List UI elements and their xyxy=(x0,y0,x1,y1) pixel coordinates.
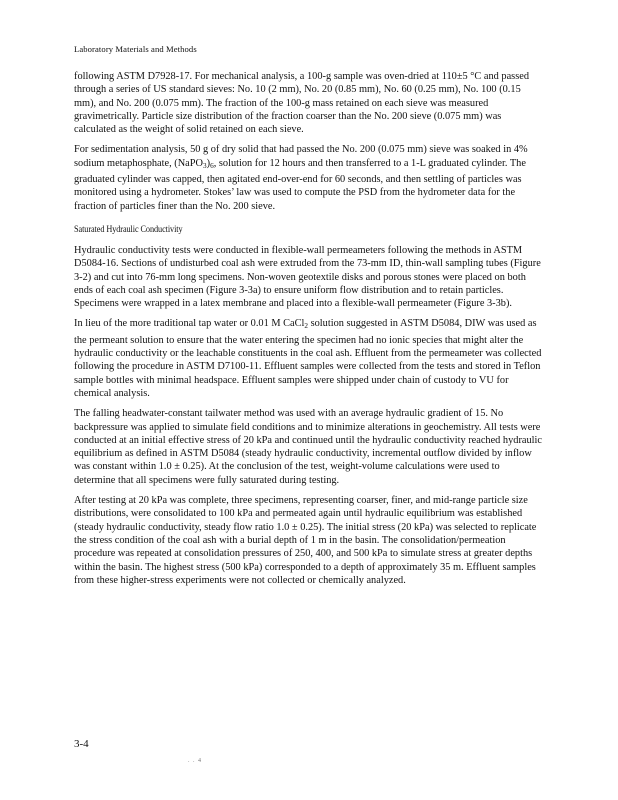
footer-mark: . . 4 xyxy=(188,758,202,764)
sedimentation-text-a: For sedimentation analysis, 50 g of dry solid that had passed the No. 200 (0.075 mm) sieve was soaked in 4% sodium metaphosphate, (NaPO xyxy=(74,144,528,169)
paragraph-hydraulic-4: After testing at 20 kPa was complete, three specimens, representing coarser, finer, and mid-range particle size distributions, were consolidated to 100 kPa and permeated again until hydraulic equilibrium was established (steady hydraulic conductivity, steady flow ratio 1.0 ± 0.25). The initial stress (20 kPa) was selected to replicate the stress condition of the coal ash with a burial depth of 1 m in the basin. The consolidation/permeation procedure was repeated at consolidation pressures of 250, 400, and 500 kPa to simulate stress at greater depths within the basin. The highest stress (500 kPa) corresponded to a depth of approximately 35 m. Effluent samples from these higher-stress experiments were not collected or chemically analyzed. xyxy=(74,495,537,586)
section-heading-hydraulic-conductivity: Saturated Hydraulic Conductivity xyxy=(74,224,183,235)
subscript-2: 2 xyxy=(304,322,309,331)
sedimentation-text-b: ) xyxy=(206,157,211,169)
paragraph-hydraulic-2 xyxy=(74,317,542,400)
hydraulic-2-text-a: In lieu of the more traditional tap water or 0.01 M CaCl xyxy=(74,318,305,330)
subscript-3: 3 xyxy=(203,161,207,170)
paragraph-particle-size-1: following ASTM D7928-17. For mechanical analysis, a 100-g sample was oven-dried at 110±5 °C and passed through a series of US standard sieves: No. 10 (2 mm), No. 20 (0.85 mm), No. 60 (0.25 mm), No. 100 (0.15 mm), and No. 200 (0.075 mm). The fraction of the 100-g mass retained on each sieve was measured gravimetrically. Particle size distribution of the fraction coarser than the No. 200 sieve (0.075 mm) was calculated as the weight of solid retained on each sieve. xyxy=(74,71,529,136)
subscript-6: 6 xyxy=(210,161,214,170)
hydraulic-2-text-b: solution suggested in ASTM D5084, DIW was used as the permeant solution to ensure that the water entering the specimen had no ionic species that might alter the hydraulic conductivity or the leachable constituents in the coal ash. Effluent from the permeameter was collected following the procedure in ASTM D7100-11. Effluent samples were collected from the tests and stored in Teflon sample bottles with minimal headspace. Effluent samples were shipped under chain of custody to VU for chemical analysis. xyxy=(74,318,542,399)
sedimentation-text-c: , solution for 12 hours and then transferred to a 1-L graduated cylinder. The graduated cylinder was capped, then agitated end-over-end for 60 seconds, and then settling of particles was monitored using a hydrometer. Stokes’ law was used to compute the PSD from the hydrometer data for the fraction of particles finer than the No. 200 sieve. xyxy=(74,157,526,212)
running-header: Laboratory Materials and Methods xyxy=(74,44,197,54)
page-number: 3-4 xyxy=(74,738,89,750)
paragraph-sedimentation xyxy=(74,143,542,212)
body-text xyxy=(74,70,542,594)
paragraph-hydraulic-1: Hydraulic conductivity tests were conducted in flexible-wall permeameters following the methods in ASTM D5084-16. Sections of undisturbed coal ash were extruded from the 73-mm ID, thin-wall sampling tubes (Figure 3-2) and cut into 76-mm long specimens. Non-woven geotextile disks and porous stones were placed on both ends of each coal ash specimen (Figure 3-3a) to ensure uniform flow distribution and to retain particles. Specimens were wrapped in a latex membrane and placed into a flexible-wall permeameter (Figure 3-3b). xyxy=(74,244,541,310)
paragraph-hydraulic-3: The falling headwater-constant tailwater method was used with an average hydraulic gradient of 15. No backpressure was applied to simulate field conditions and to minimize alterations in geochemistry. All tests were conducted at an initial effective stress of 20 kPa and continued until the hydraulic conductivity reached hydraulic equilibrium as defined in ASTM D5084 (steady hydraulic conductivity, incremental outflow divided by inflow was constant within 1.0 ± 0.25). At the conclusion of the test, weight-volume calculations were used to determine that all specimens were fully saturated during testing. xyxy=(74,408,542,486)
